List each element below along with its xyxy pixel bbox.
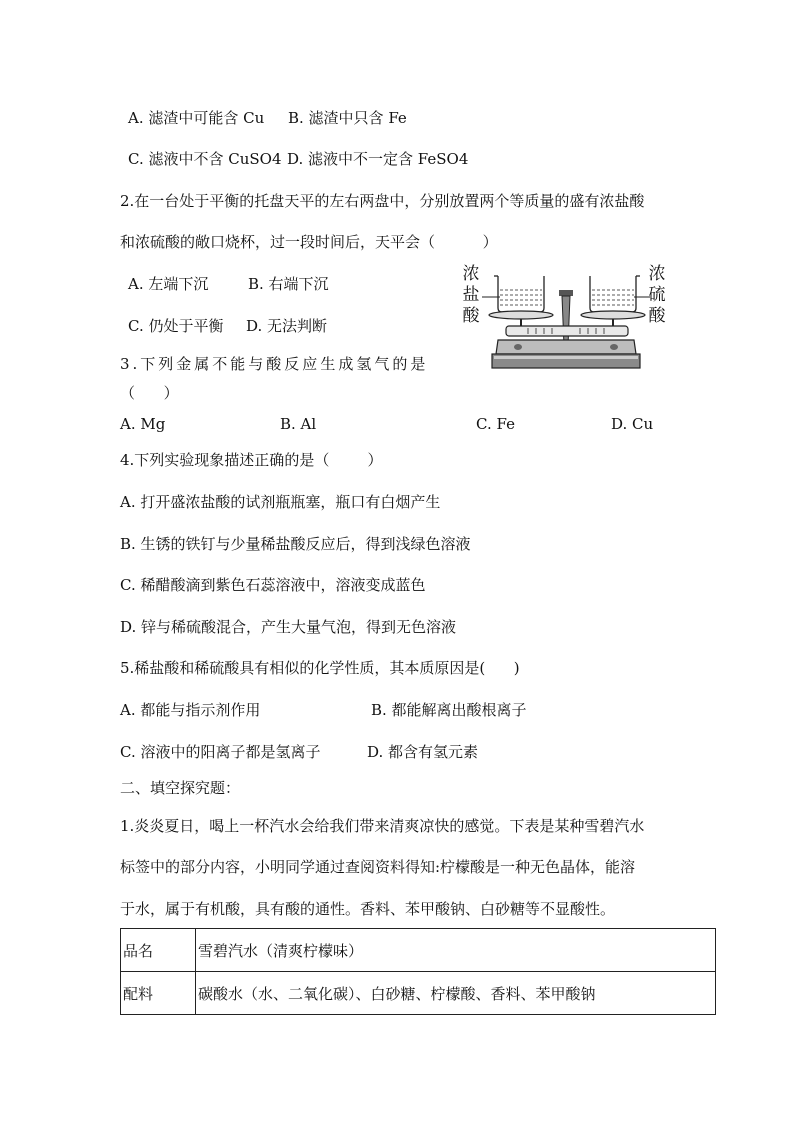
label-char: 浓 (648, 264, 666, 284)
q3-stem-line2: （ ） (120, 384, 179, 402)
label-char: 酸 (462, 306, 480, 326)
table-row (121, 929, 716, 972)
section2-q1-line1: 1.炎炎夏日，喝上一杯汽水会给我们带来清爽凉快的感觉。下表是某种雪碧汽水 (120, 817, 645, 835)
table-cell-value: 碳酸水（水、二氧化碳）、白砂糖、柠檬酸、香料、苯甲酸钠 (196, 972, 716, 1015)
section2-title: 二、填空探究题： (120, 779, 241, 797)
table-row (121, 972, 716, 1015)
label-char: 硫 (648, 285, 666, 305)
q2-stem-line1: 2.在一台处于平衡的托盘天平的左右两盘中，分别放置两个等质量的盛有浓盐酸 (120, 192, 645, 210)
label-char: 酸 (648, 306, 666, 326)
q5-option-d: D. 都含有氢元素 (367, 743, 479, 761)
q2-option-b: B. 右端下沉 (248, 275, 329, 293)
q3-option-b: B. Al (280, 415, 317, 433)
q1-option-a: A. 滤渣中可能含 Cu (128, 109, 265, 127)
q1-option-b: B. 滤渣中只含 Fe (288, 109, 407, 127)
right-beaker (590, 276, 640, 312)
balance-drawing (458, 262, 672, 378)
q2-option-d: D. 无法判断 (246, 317, 328, 335)
q1-option-d: D. 滤液中不一定含 FeSO4 (287, 150, 469, 168)
q4-option-c: C. 稀醋酸滴到紫色石蕊溶液中，溶液变成蓝色 (120, 576, 426, 594)
q3-option-d: D. Cu (611, 415, 654, 433)
table-cell-value: 雪碧汽水（清爽柠檬味） (196, 929, 716, 972)
section2-q1-line2: 标签中的部分内容，小明同学通过查阅资料得知:柠檬酸是一种无色晶体，能溶 (120, 858, 636, 876)
q3-stem-line1: 3.下列金属不能与酸反应生成氢气的是 (120, 355, 429, 373)
q4-option-a: A. 打开盛浓盐酸的试剂瓶瓶塞，瓶口有白烟产生 (120, 493, 441, 511)
q2-option-c: C. 仍处于平衡 (128, 317, 224, 335)
soda-label-table (120, 928, 716, 1015)
q4-option-d: D. 锌与稀硫酸混合，产生大量气泡，得到无色溶液 (120, 618, 457, 636)
label-char: 盐 (462, 285, 480, 305)
q1-option-c: C. 滤液中不含 CuSO4 (128, 150, 282, 168)
q5-stem: 5.稀盐酸和稀硫酸具有相似的化学性质，其本质原因是( ) (120, 659, 520, 677)
q2-option-a: A. 左端下沉 (128, 275, 209, 293)
q2-stem-line2: 和浓硫酸的敞口烧杯，过一段时间后，天平会（ ） (120, 233, 498, 251)
label-char: 浓 (462, 264, 480, 284)
q5-option-b: B. 都能解离出酸根离子 (371, 701, 527, 719)
table-cell-key: 品名 (121, 929, 196, 972)
q4-option-b: B. 生锈的铁钉与少量稀盐酸反应后，得到浅绿色溶液 (120, 535, 471, 553)
balance-figure (458, 262, 672, 378)
section2-q1-line3: 于水，属于有机酸，具有酸的通性。香料、苯甲酸钠、白砂糖等不显酸性。 (120, 900, 616, 918)
left-beaker (494, 276, 544, 312)
q3-option-c: C. Fe (476, 415, 515, 433)
q3-option-a: A. Mg (120, 415, 166, 433)
q4-stem: 4.下列实验现象描述正确的是（ ） (120, 451, 383, 469)
q5-option-c: C. 溶液中的阳离子都是氢离子 (120, 743, 321, 761)
table-cell-key: 配料 (121, 972, 196, 1015)
q5-option-a: A. 都能与指示剂作用 (120, 701, 261, 719)
